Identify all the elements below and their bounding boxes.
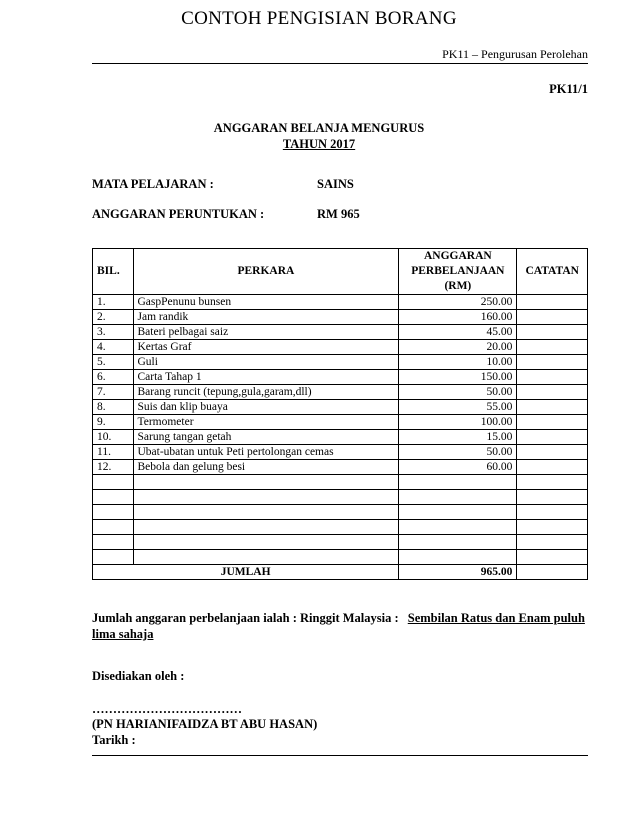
row-perkara: Kertas Graf — [133, 340, 399, 355]
table-body — [93, 295, 588, 475]
form-title: ANGGARAN BELANJA MENGURUS — [213, 121, 425, 135]
subject-value: SAINS — [317, 177, 354, 191]
table-row — [93, 460, 588, 475]
table-row — [93, 400, 588, 415]
blank-row — [93, 550, 588, 565]
row-perkara: Barang runcit (tepung,gula,garam,dll) — [133, 385, 399, 400]
procedure-subtitle: PK11 – Pengurusan Perolehan — [442, 47, 588, 61]
header-catatan: CATATAN — [517, 249, 588, 295]
table-row — [93, 415, 588, 430]
row-amount: 50.00 — [399, 385, 517, 400]
total-value: 965.00 — [399, 565, 517, 580]
amount-words-label: Jumlah anggaran perbelanjaan ialah : Ringgit Malaysia : — [92, 611, 399, 625]
blank-row — [93, 490, 588, 505]
row-bil: 12. — [93, 460, 134, 475]
row-perkara: Sarung tangan getah — [133, 430, 399, 445]
amount-words-value-2: lima sahaja — [92, 627, 154, 641]
row-perkara: GaspPenunu bunsen — [133, 295, 399, 310]
row-catatan — [517, 415, 588, 430]
form-year-wrap — [0, 137, 638, 152]
table-row — [93, 325, 588, 340]
row-amount: 60.00 — [399, 460, 517, 475]
row-catatan — [517, 400, 588, 415]
page-title: CONTOH PENGISIAN BORANG — [181, 8, 457, 29]
row-bil: 8. — [93, 400, 134, 415]
table-row — [93, 430, 588, 445]
table-row — [93, 370, 588, 385]
header-anggaran-line1: ANGGARAN — [423, 250, 492, 262]
row-bil: 7. — [93, 385, 134, 400]
total-note — [517, 565, 588, 580]
row-bil: 11. — [93, 445, 134, 460]
row-catatan — [517, 340, 588, 355]
row-catatan — [517, 430, 588, 445]
row-amount: 20.00 — [399, 340, 517, 355]
total-label: JUMLAH — [93, 565, 399, 580]
row-amount: 160.00 — [399, 310, 517, 325]
table-row — [93, 385, 588, 400]
row-perkara: Jam randik — [133, 310, 399, 325]
allocation-value: RM 965 — [317, 207, 360, 221]
table-row — [93, 310, 588, 325]
header-anggaran-line2: PERBELANJAAN — [411, 265, 505, 277]
budget-table — [92, 248, 588, 580]
row-catatan — [517, 295, 588, 310]
header-anggaran-line3: (RM) — [444, 280, 472, 292]
blank-row — [93, 475, 588, 490]
row-catatan — [517, 325, 588, 340]
row-amount: 10.00 — [399, 355, 517, 370]
form-year: TAHUN 2017 — [282, 137, 356, 151]
row-bil: 4. — [93, 340, 134, 355]
blank-row — [93, 505, 588, 520]
row-perkara: Ubat-ubatan untuk Peti pertolongan cemas — [133, 445, 399, 460]
row-amount: 150.00 — [399, 370, 517, 385]
row-bil: 5. — [93, 355, 134, 370]
row-catatan — [517, 445, 588, 460]
header-perkara: PERKARA — [133, 249, 399, 295]
row-bil: 10. — [93, 430, 134, 445]
row-amount: 100.00 — [399, 415, 517, 430]
amount-words-value-1: Sembilan Ratus dan Enam puluh — [407, 611, 585, 625]
row-perkara: Suis dan klip buaya — [133, 400, 399, 415]
row-amount: 45.00 — [399, 325, 517, 340]
form-code: PK11/1 — [549, 82, 588, 96]
row-perkara: Carta Tahap 1 — [133, 370, 399, 385]
row-bil: 9. — [93, 415, 134, 430]
prepared-by-label: Disediakan oleh : — [92, 669, 185, 683]
preparer-name: (PN HARIANIFAIDZA BT ABU HASAN) — [92, 717, 318, 731]
table-row — [93, 295, 588, 310]
table-row — [93, 445, 588, 460]
row-bil: 2. — [93, 310, 134, 325]
subject-label: MATA PELAJARAN : — [92, 177, 214, 191]
row-catatan — [517, 460, 588, 475]
header-divider — [92, 63, 588, 64]
row-amount: 55.00 — [399, 400, 517, 415]
row-perkara: Bateri pelbagai saiz — [133, 325, 399, 340]
header-anggaran — [399, 249, 517, 295]
table-header-row — [93, 249, 588, 295]
row-amount: 250.00 — [399, 295, 517, 310]
row-amount: 15.00 — [399, 430, 517, 445]
amount-in-words — [92, 610, 592, 642]
row-perkara: Bebola dan gelung besi — [133, 460, 399, 475]
footer-divider — [92, 755, 588, 756]
date-label: Tarikh : — [92, 733, 136, 747]
table-row — [93, 355, 588, 370]
blank-row — [93, 535, 588, 550]
blank-row — [93, 520, 588, 535]
row-catatan — [517, 370, 588, 385]
total-row — [93, 565, 588, 580]
row-perkara: Termometer — [133, 415, 399, 430]
signature-line: ……………………………… — [92, 702, 242, 716]
row-bil: 6. — [93, 370, 134, 385]
row-bil: 1. — [93, 295, 134, 310]
row-catatan — [517, 355, 588, 370]
row-bil: 3. — [93, 325, 134, 340]
allocation-label: ANGGARAN PERUNTUKAN : — [92, 207, 265, 221]
header-bil: BIL. — [93, 249, 134, 295]
row-amount: 50.00 — [399, 445, 517, 460]
row-perkara: Guli — [133, 355, 399, 370]
row-catatan — [517, 310, 588, 325]
table-row — [93, 340, 588, 355]
row-catatan — [517, 385, 588, 400]
